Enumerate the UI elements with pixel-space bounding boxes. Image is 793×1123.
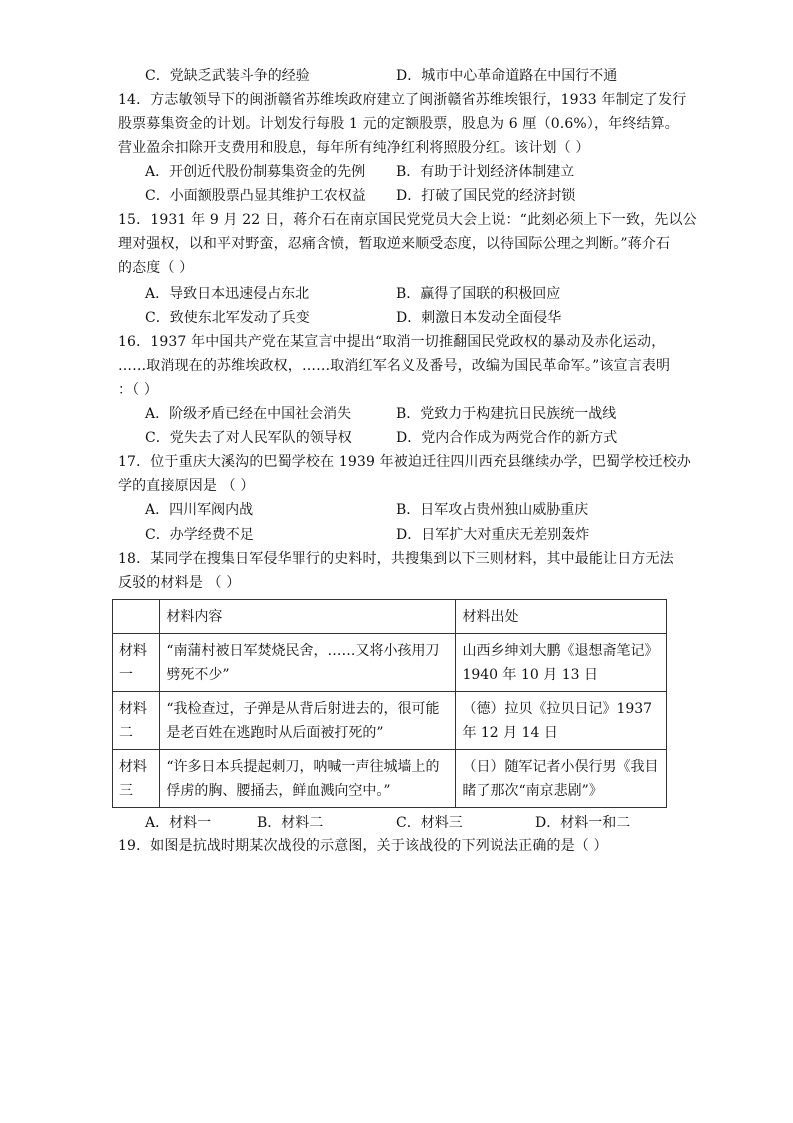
q16-option-c: C．党失去了对人民军队的领导权 (145, 430, 352, 446)
q18-option-c: C．材料三 (396, 815, 463, 831)
table-cell: 材料二 (113, 692, 160, 750)
q14-option-a: A．开创近代股份制募集资金的先例 (145, 164, 366, 180)
q18-stem-line-1: 18．某同学在搜集日军侵华罪行的史料时，共搜集到以下三则材料，其中最能让日方无法 (118, 551, 674, 567)
q17-stem-line-1: 17．位于重庆大溪沟的巴蜀学校在 1939 年被迫迁往四川西充县继续办学，巴蜀学校迁校办 (118, 454, 691, 470)
q14-stem-line-1: 14．方志敏领导下的闽浙赣省苏维埃政府建立了闽浙赣省苏维埃银行，1933 年制定了发行 (118, 92, 687, 108)
q17-stem-line-2: 学的直接原因是 （ ） (118, 478, 255, 494)
table-header-cell: 材料出处 (456, 600, 667, 634)
q14-option-b: B．有助于计划经济体制建立 (396, 164, 575, 180)
q15-stem-line-2: 理对强权，以和平对野蛮，忍痛含愤，暂取逆来顺受态度，以待国际公理之判断。”蒋介石 (118, 236, 671, 252)
q18-stem-line-2: 反驳的材料是 （ ） (118, 575, 241, 591)
table-row (113, 634, 667, 692)
q15-stem-line-1: 15．1931 年 9 月 22 日，蒋介石在南京国民党党员大会上说：“此刻必须上下一致，先以公 (118, 212, 697, 228)
q14-stem-line-2: 股票募集资金的计划。计划发行每股 1 元的定额股票，股息为 6 厘（0.6%），年终结算。 (118, 116, 679, 132)
table-row (113, 750, 667, 808)
q15-option-c: C．致使东北军发动了兵变 (145, 310, 310, 326)
q16-option-d: D．党内合作成为两党合作的新方式 (396, 430, 618, 446)
table-header-row (113, 600, 667, 634)
table-header-cell (113, 600, 160, 634)
q13-option-c: C．党缺乏武装斗争的经验 (145, 68, 310, 84)
q14-option-d: D．打破了国民党的经济封锁 (396, 188, 576, 204)
q16-stem-line-2: ……取消现在的苏维埃政权，……取消红军名义及番号，改编为国民革命军。”该宣言表明 (118, 358, 671, 374)
q17-option-c: C．办学经费不足 (145, 527, 254, 543)
q17-option-a: A．四川军阀内战 (145, 502, 254, 518)
table-cell: （日）随军记者小俣行男《我目睹了那次“南京悲剧”》 (456, 750, 667, 808)
table-cell: 山西乡绅刘大鹏《退想斋笔记》1940 年 10 月 13 日 (456, 634, 667, 692)
table-cell: “我检查过，子弹是从背后射进去的，很可能是老百姓在逃跑时从后面被打死的” (160, 692, 456, 750)
q18-option-d: D．材料一和二 (535, 815, 631, 831)
table-cell: 材料一 (113, 634, 160, 692)
q15-option-a: A．导致日本迅速侵占东北 (145, 286, 310, 302)
table-cell: “许多日本兵提起刺刀，呐喊一声往城墙上的俘虏的胸、腰捅去，鲜血溅向空中。” (160, 750, 456, 808)
q17-option-b: B．日军攻占贵州独山威胁重庆 (396, 502, 589, 518)
q16-option-b: B．党致力于构建抗日民族统一战线 (396, 406, 617, 422)
q13-option-d: D．城市中心革命道路在中国行不通 (396, 68, 618, 84)
q14-stem-line-3: 营业盈余扣除开支费用和股息，每年所有纯净红利将照股分红。该计划（ ） (118, 140, 590, 156)
table-cell: “南蒲村被日军焚烧民舍，……又将小孩用刀劈死不少” (160, 634, 456, 692)
table-cell: （德）拉贝《拉贝日记》1937 年 12 月 14 日 (456, 692, 667, 750)
q16-option-a: A．阶级矛盾已经在中国社会消失 (145, 406, 352, 422)
q18-option-a: A．材料一 (145, 815, 212, 831)
q15-option-d: D．刺激日本发动全面侵华 (396, 310, 562, 326)
table-header-cell: 材料内容 (160, 600, 456, 634)
table-row (113, 692, 667, 750)
table-cell: 材料三 (113, 750, 160, 808)
q16-stem-line-1: 16．1937 年中国共产党在某宣言中提出“取消一切推翻国民党政权的暴动及赤化运动， (118, 334, 666, 350)
q17-option-d: D．日军扩大对重庆无差别轰炸 (396, 527, 590, 543)
materials-table (112, 599, 667, 808)
q15-stem-line-3: 的态度（ ） (118, 260, 194, 276)
q14-option-c: C．小面额股票凸显其维护工农权益 (145, 188, 366, 204)
q18-option-b: B．材料二 (257, 815, 324, 831)
q15-option-b: B．赢得了国联的积极回应 (396, 286, 561, 302)
q16-stem-line-3: ：（ ） (118, 382, 159, 398)
q19-stem-line-1: 19．如图是抗战时期某次战役的示意图，关于该战役的下列说法正确的是（ ） (118, 838, 608, 854)
